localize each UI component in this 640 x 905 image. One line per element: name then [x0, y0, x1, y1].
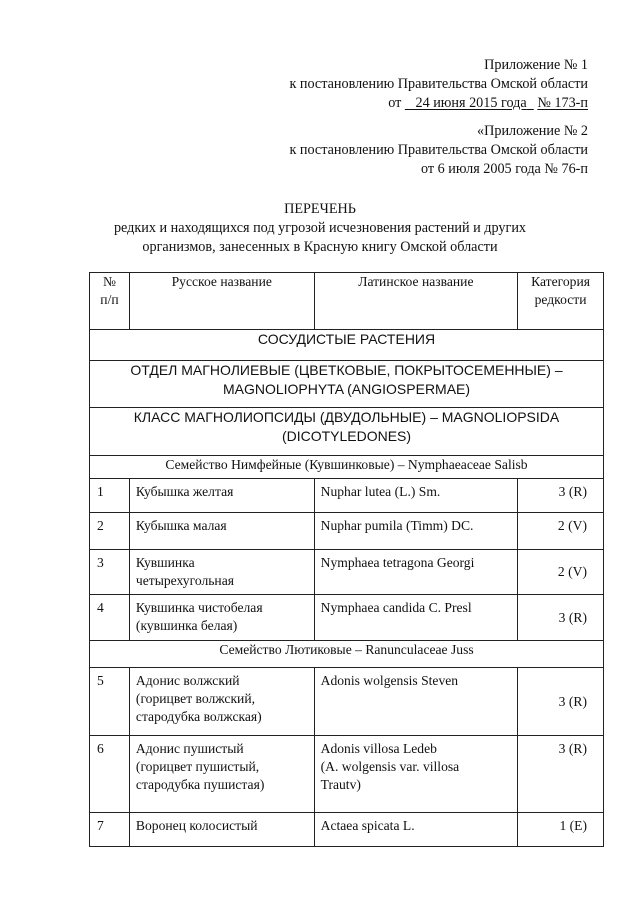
- red-book-table: [89, 272, 604, 847]
- latin-name: Nymphaea tetragona Georgi: [314, 550, 517, 595]
- header-rarity-category: Категория редкости: [518, 273, 604, 330]
- original-appendix-header: [289, 122, 588, 179]
- latin-name: Adonis wolgensis Steven: [314, 668, 517, 736]
- family-ranunculaceae: Семейство Лютиковые – Ranunculaceae Juss: [90, 641, 604, 668]
- row-number: 4: [90, 595, 130, 641]
- table-row: [90, 479, 604, 513]
- table-row: [90, 550, 604, 595]
- appendix-header: [289, 56, 588, 113]
- header-russian-name: Русское название: [129, 273, 314, 330]
- header-latin-name: Латинское название: [314, 273, 517, 330]
- russian-name: Кувшинка четырехугольная: [129, 550, 314, 595]
- russian-name: Адонис волжский (горицвет волжский, стародубка волжская): [129, 668, 314, 736]
- title-line-1: редких и находящихся под угрозой исчезновения растений и других: [113, 220, 527, 236]
- rarity-category: 3 (R): [518, 595, 604, 641]
- rarity-category: 3 (R): [518, 736, 604, 813]
- table-row: [90, 668, 604, 736]
- table-row: [90, 813, 604, 847]
- original-appendix-number: «Приложение № 2: [477, 123, 588, 139]
- row-number: 7: [90, 813, 130, 847]
- russian-name: Адонис пушистый (горицвет пушистый, стародубка пушистая): [129, 736, 314, 813]
- russian-name: Кубышка малая: [129, 513, 314, 550]
- row-number: 5: [90, 668, 130, 736]
- resolution-date: 24 июня 2015 года: [415, 95, 527, 111]
- date-prefix: от: [388, 95, 402, 111]
- section-magnoliophyta: ОТДЕЛ МАГНОЛИЕВЫЕ (ЦВЕТКОВЫЕ, ПОКРЫТОСЕМЕННЫЕ) – MAGNOLIOPHYTA (ANGIOSPERMAE): [90, 361, 604, 408]
- row-number: 2: [90, 513, 130, 550]
- original-resolution-date: от 6 июля 2005 года № 76-п: [420, 161, 588, 177]
- russian-name: Кувшинка чистобелая (кувшинка белая): [129, 595, 314, 641]
- latin-name: Nymphaea candida C. Presl: [314, 595, 517, 641]
- table-header-row: [90, 273, 604, 330]
- latin-name: Actaea spicata L.: [314, 813, 517, 847]
- latin-name: Adonis villosa Ledeb (A. wolgensis var. villosa Trautv): [314, 736, 517, 813]
- latin-name: Nuphar pumila (Timm) DC.: [314, 513, 517, 550]
- resolution-reference: к постановлению Правительства Омской области: [289, 76, 588, 92]
- table-row: [90, 736, 604, 813]
- section-row: [90, 330, 604, 361]
- rarity-category: 3 (R): [518, 668, 604, 736]
- family-row: [90, 641, 604, 668]
- family-row: [90, 456, 604, 479]
- family-nymphaeaceae: Семейство Нимфейные (Кувшинковые) – Nymphaeaceae Salisb: [90, 456, 604, 479]
- resolution-date-line: [289, 94, 588, 113]
- appendix-number: Приложение № 1: [484, 57, 588, 73]
- section-row: [90, 408, 604, 456]
- row-number: 6: [90, 736, 130, 813]
- table-row: [90, 513, 604, 550]
- section-row: [90, 361, 604, 408]
- rarity-category: 2 (V): [518, 550, 604, 595]
- row-number: 1: [90, 479, 130, 513]
- header-number: № п/п: [90, 273, 130, 330]
- russian-name: Воронец колосистый: [129, 813, 314, 847]
- title-heading: ПЕРЕЧЕНЬ: [284, 201, 356, 217]
- title-line-2: организмов, занесенных в Красную книгу Омской области: [142, 239, 498, 255]
- original-resolution-reference: к постановлению Правительства Омской области: [289, 142, 588, 158]
- rarity-category: 3 (R): [518, 479, 604, 513]
- table-row: [90, 595, 604, 641]
- section-magnoliopsida: КЛАСС МАГНОЛИОПСИДЫ (ДВУДОЛЬНЫЕ) – MAGNOLIOPSIDA (DICOTYLEDONES): [90, 408, 604, 456]
- section-vascular-plants: СОСУДИСТЫЕ РАСТЕНИЯ: [90, 330, 604, 361]
- latin-name: Nuphar lutea (L.) Sm.: [314, 479, 517, 513]
- russian-name: Кубышка желтая: [129, 479, 314, 513]
- row-number: 3: [90, 550, 130, 595]
- resolution-number: № 173-п: [537, 95, 588, 111]
- rarity-category: 1 (E): [518, 813, 604, 847]
- document-title: [60, 200, 580, 257]
- rarity-category: 2 (V): [518, 513, 604, 550]
